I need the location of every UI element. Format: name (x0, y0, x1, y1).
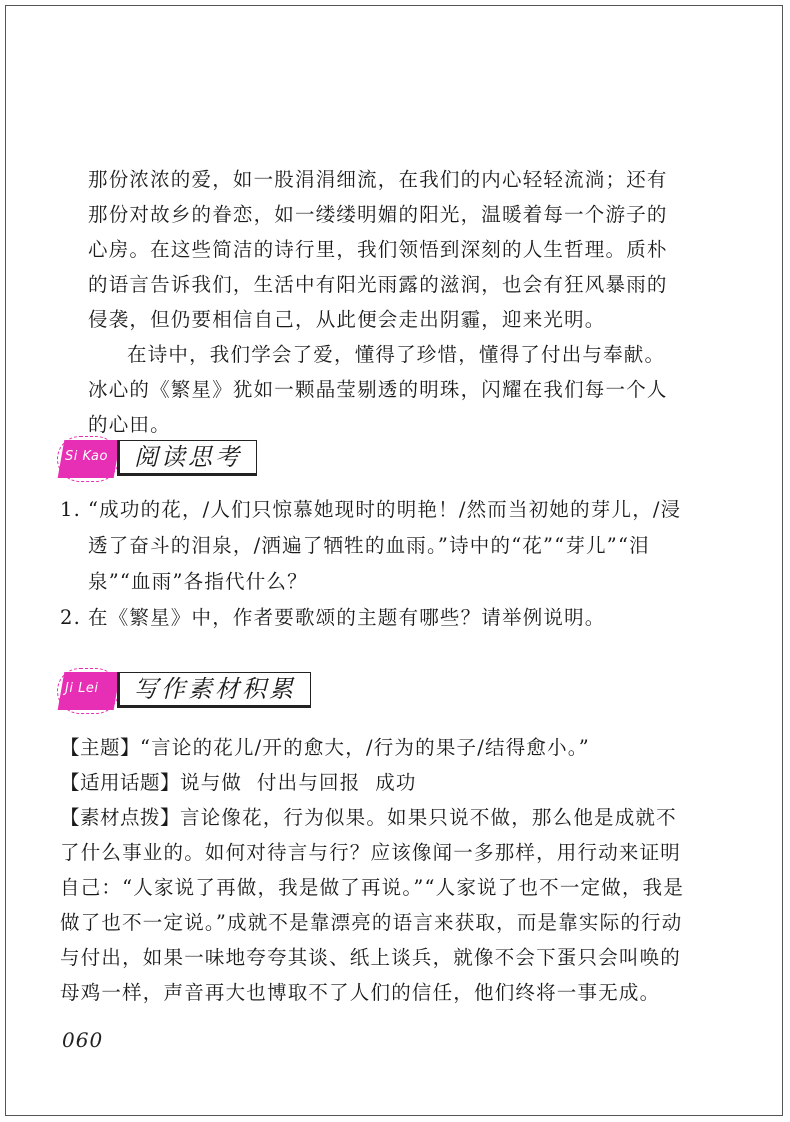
question-text: “成功的花，/人们只惊慕她现时的明艳！/然而当初她的芽儿，/浸透了奋斗的泪泉，/洒遍了牺牲的血雨。”诗中的“花”“芽儿”“泪泉”“血雨”各指代什么？ (88, 498, 682, 593)
commentary-label: 【素材点拨】 (60, 806, 181, 829)
topics-text: 说与做 付出与回报 成功 (180, 771, 417, 794)
topics-line (60, 765, 690, 800)
badge-text: Si Kao (65, 449, 108, 464)
question-1 (60, 492, 685, 600)
intro-paragraph-1: 那份浓浓的爱，如一股涓涓细流，在我们的内心轻轻流淌；还有那份对故乡的眷恋，如一缕缕明媚的阳光，温暖着每一个游子的心房。在这些简洁的诗行里，我们领悟到深刻的人生哲理。质朴的语言告诉我们，生活中有阳光雨露的滋润，也会有狂风暴雨的侵袭，但仍要相信自己，从此便会走出阴霾，迎来光明。 (88, 168, 668, 331)
badge-text: Ji Lei (65, 681, 99, 696)
intro-paragraph-2: 在诗中，我们学会了爱，懂得了珍惜，懂得了付出与奉献。冰心的《繁星》犹如一颗晶莹剔透的明珠，闪耀在我们每一个人的心田。 (88, 343, 668, 436)
section-title: 写作素材积累 (117, 672, 311, 708)
section-badge (55, 664, 121, 716)
writing-section-header (55, 664, 315, 714)
topics-label: 【适用话题】 (60, 771, 181, 794)
commentary-text: 言论像花，行为似果。如果只说不做，那么他是成就不了什么事业的。如何对待言与行？应该像闻一多那样，用行动来证明自己：“人家说了再做，我是做了再说。”“人家说了也不一定做，我是做了也不一定说。”成就不是靠漂亮的语言来获取，而是靠实际的行动与付出，如果一味地夸夸其谈、纸上谈兵，就像不会下蛋只会叫唤的母鸡一样，声音再大也博取不了人们的信任，他们终将一事无成。 (60, 806, 685, 1004)
reading-section-header (55, 432, 270, 482)
question-2 (60, 600, 685, 636)
commentary-paragraph (60, 800, 690, 1010)
question-text: 在《繁星》中，作者要歌颂的主题有哪些？请举例说明。 (88, 606, 606, 629)
theme-text: “言论的花儿/开的愈大，/行为的果子/结得愈小。” (140, 736, 590, 759)
page-number: 060 (62, 1028, 104, 1052)
theme-label: 【主题】 (60, 736, 141, 759)
question-number: 1. (60, 498, 82, 521)
section-title: 阅读思考 (117, 440, 257, 476)
theme-line (60, 730, 690, 765)
question-number: 2. (60, 606, 82, 629)
section-badge (55, 432, 121, 484)
